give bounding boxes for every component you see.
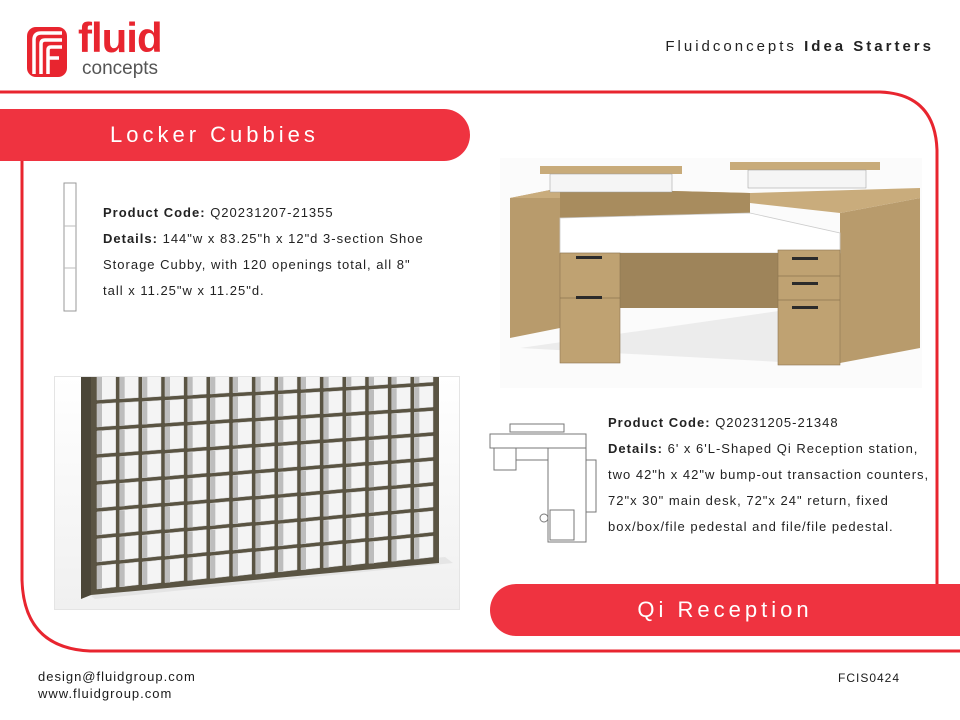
cubby-shadow — [142, 482, 147, 505]
cubby-shadow — [301, 376, 306, 389]
cubby-shadow — [301, 496, 306, 518]
cubby-shadow — [120, 376, 125, 399]
cubby-shadow — [142, 562, 147, 585]
cubby-shadow — [369, 542, 374, 563]
header-title-bold: Idea Starters — [804, 38, 934, 55]
locker-cubby-product-image — [54, 376, 460, 610]
cubby-shadow — [210, 424, 215, 446]
footer-email[interactable]: design@fluidgroup.com — [38, 669, 196, 684]
cubby-shadow — [301, 393, 306, 415]
qi-details-line — [608, 436, 938, 540]
cubby-shadow — [278, 472, 283, 494]
cubby-shadow — [210, 451, 215, 473]
cubby-shadow — [97, 512, 102, 535]
cubby-shadow — [233, 376, 238, 393]
cubby-shadow — [392, 489, 397, 510]
cubby-shadow — [256, 448, 261, 470]
cubby-shadow — [414, 538, 419, 559]
cubby-shadow — [301, 445, 306, 467]
cubby-shadow — [210, 556, 215, 578]
cubby-shadow — [188, 399, 193, 421]
cubby-shadow — [392, 540, 397, 561]
cubby-elevation-thumbnail — [63, 182, 77, 312]
cubby-shadow — [324, 469, 329, 491]
cubby-shadow — [346, 416, 351, 438]
cubby-shadow — [256, 396, 261, 418]
cubby-shadow — [188, 452, 193, 474]
cubby-shadow — [301, 548, 306, 570]
product-code-label: Product Code: — [608, 415, 711, 430]
cubby-shadow — [346, 518, 351, 540]
cubby-shadow — [97, 539, 102, 562]
details-label: Details: — [103, 231, 158, 246]
details-value: 144"w x 83.25"h x 12"d 3-section Shoe Storage Cubby, with 120 openings total, all 8" tall x 11.25"w x 11.25"d. — [103, 231, 424, 298]
cubby-shadow — [346, 467, 351, 489]
locker-product-code-line — [103, 200, 433, 226]
cubby-shadow — [278, 498, 283, 520]
cubby-shadow — [120, 483, 125, 506]
cubby-shadow — [256, 526, 261, 548]
cubby-shadow — [233, 397, 238, 419]
section-title-qi-reception: Qi Reception — [637, 597, 813, 622]
cubby-shadow — [301, 471, 306, 493]
cubby-shadow — [278, 446, 283, 468]
cubby-shadow — [414, 513, 419, 534]
section-banner-qi-reception — [490, 584, 960, 636]
cubby-shadow — [210, 530, 215, 552]
footer-website[interactable]: www.fluidgroup.com — [38, 686, 173, 701]
cubby-shadow — [346, 376, 351, 387]
cubby-shadow — [278, 394, 283, 416]
locker-details-line — [103, 226, 433, 304]
cubby-shadow — [369, 440, 374, 461]
cubby-shadow — [188, 505, 193, 527]
cubby-shadow — [233, 449, 238, 471]
cubby-shadow — [233, 554, 238, 576]
cubby-shadow — [392, 388, 397, 409]
cubby-shadow — [210, 503, 215, 525]
cubby-shadow — [142, 509, 147, 532]
cubby-shadow — [142, 535, 147, 558]
cubby-shadow — [278, 376, 283, 390]
cubby-shadow — [188, 376, 193, 395]
cubby-shadow — [346, 493, 351, 515]
cubby-shadow — [165, 480, 170, 503]
cubby-shadow — [324, 520, 329, 542]
cubby-shadow — [256, 474, 261, 496]
cubby-shadow — [414, 376, 419, 383]
cubby-shadow — [414, 412, 419, 433]
cubby-shadow — [97, 566, 102, 589]
section-title-locker-cubbies: Locker Cubbies — [110, 122, 319, 147]
cubby-shadow — [324, 392, 329, 414]
cubby-shadow — [97, 377, 102, 400]
cubby-shadow — [165, 427, 170, 450]
cubby-shadow — [233, 528, 238, 550]
qi-spec-block — [608, 410, 938, 540]
cubby-shadow — [392, 414, 397, 435]
cubby-shadow — [120, 564, 125, 587]
footer-document-code: FCIS0424 — [838, 671, 901, 685]
header-title — [665, 38, 934, 55]
cubby-shadow — [188, 558, 193, 580]
cubby-shadow — [120, 430, 125, 453]
cubby-shadow — [392, 439, 397, 460]
fluid-concepts-logo — [26, 14, 186, 82]
product-code-value: Q20231205-21348 — [715, 415, 839, 430]
cubby-shadow — [210, 376, 215, 394]
cubby-shadow — [324, 546, 329, 568]
cubby-shadow — [301, 419, 306, 441]
cubby-shadow — [165, 533, 170, 556]
cubby-shadow — [233, 423, 238, 445]
cubby-shadow — [120, 403, 125, 426]
cubby-shadow — [392, 515, 397, 536]
cubby-shadow — [233, 475, 238, 497]
cubby-shadow — [392, 376, 397, 384]
cubby-shadow — [278, 420, 283, 442]
cubby-shadow — [301, 522, 306, 544]
cubby-shadow — [346, 442, 351, 464]
cubby-shadow — [414, 437, 419, 458]
cubby-shadow — [142, 376, 147, 398]
cubby-shadow — [369, 491, 374, 512]
cubby-shadow — [97, 458, 102, 481]
cubby-shadow — [414, 463, 419, 484]
cubby-shadow — [369, 390, 374, 411]
cubby-shadow — [165, 454, 170, 477]
cubby-shadow — [120, 510, 125, 533]
cubby-shadow — [188, 532, 193, 554]
cubby-shadow — [97, 431, 102, 454]
cubby-shadow — [256, 422, 261, 444]
cubby-shadow — [369, 415, 374, 436]
cubby-shadow — [324, 376, 329, 388]
cubby-shadow — [278, 550, 283, 572]
cubby-shadow — [324, 418, 329, 440]
cubby-shadow — [256, 500, 261, 522]
cubby-shadow — [369, 517, 374, 538]
cubby-shadow — [369, 466, 374, 487]
logo-word-concepts: concepts — [82, 58, 159, 79]
section-banner-locker-cubbies — [0, 109, 470, 161]
cubby-shadow — [324, 495, 329, 517]
cubby-shadow — [142, 402, 147, 425]
cubby-shadow — [414, 387, 419, 408]
product-code-label: Product Code: — [103, 205, 206, 220]
cubby-shadow — [233, 502, 238, 524]
details-label: Details: — [608, 441, 663, 456]
cubby-shadow — [97, 404, 102, 427]
cubby-shadow — [324, 443, 329, 465]
logo-mark-icon — [26, 26, 68, 78]
cubby-shadow — [188, 426, 193, 448]
qi-reception-product-image — [500, 158, 922, 388]
cubby-shadow — [369, 376, 374, 386]
cubby-shadow — [120, 537, 125, 560]
cubby-shadow — [210, 398, 215, 420]
cubby-shadow — [97, 485, 102, 508]
cubby-shadow — [414, 488, 419, 509]
cubby-shadow — [346, 391, 351, 413]
cubby-shadow — [210, 477, 215, 499]
cubby-shadow — [256, 552, 261, 574]
cubby-shadow — [120, 457, 125, 480]
cubby-shadow — [165, 376, 170, 396]
product-code-value: Q20231207-21355 — [210, 205, 334, 220]
cubby-shadow — [392, 464, 397, 485]
cubby-shadow — [165, 400, 170, 423]
details-value: 6' x 6'L-Shaped Qi Reception station, two 42"h x 42"w bump-out transaction counters, 72"x 30" main desk, 72"x 24" return, fixed box/box/file pedestal and file/file pedestal. — [608, 441, 930, 534]
cubby-shadow — [346, 544, 351, 566]
cubby-shadow — [142, 428, 147, 451]
logo-word-fluid: fluid — [78, 14, 162, 61]
header-title-light: Fluidconcepts — [665, 38, 797, 55]
cubby-shadow — [165, 560, 170, 583]
cubby-shadow — [142, 455, 147, 478]
cubby-shadow — [256, 376, 261, 392]
qi-reception-floor-plan — [488, 420, 604, 544]
cubby-shadow — [165, 507, 170, 530]
cubby-shadow — [278, 524, 283, 546]
qi-product-code-line — [608, 410, 938, 436]
locker-spec-block — [103, 200, 433, 304]
cubby-shadow — [188, 479, 193, 501]
